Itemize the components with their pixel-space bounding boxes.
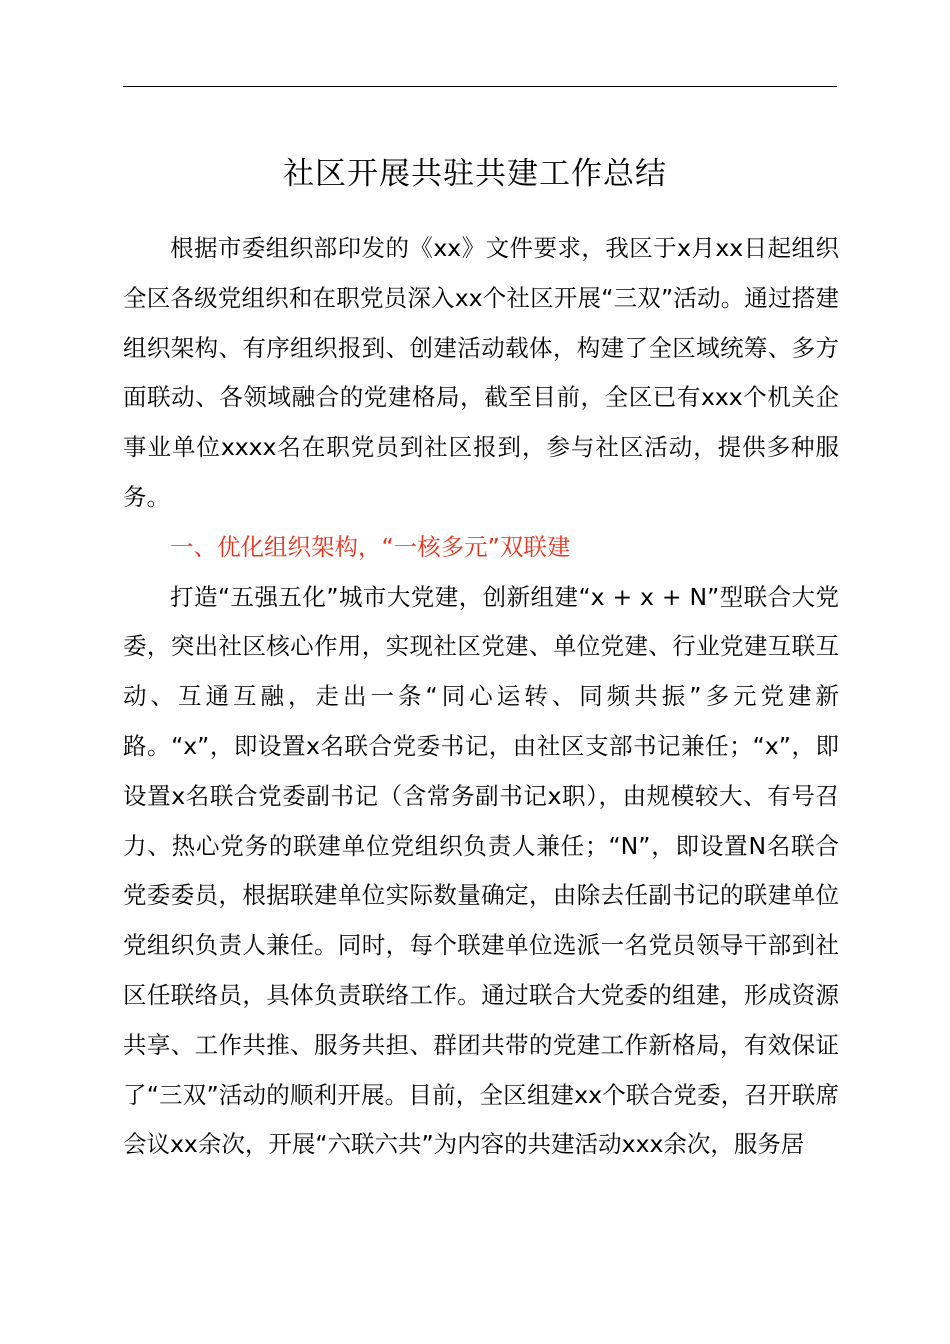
section-heading-1: 一、优化组织架构，“一核多元”双联建 xyxy=(170,532,571,561)
section-1-paragraph: 打造“五强五化”城市大党建，创新组建“x + x + N”型联合大党委，突出社区核心作用，实现社区党建、单位党建、行业党建互联互动、互通互融，走出一条“同心运转、同频共振”多元党建新路。“x”，即设置x名联合党委书记，由社区支部书记兼任；“x”，即设置x名联合党委副书记（含常务副书记x职），由规模较大、有号召力、热心党务的联建单位党组织负责人兼任；“N”，即设置N名联合党委委员，根据联建单位实际数量确定，由除去任副书记的联建单位党组织负责人兼任。同时，每个联建单位选派一名党员领导干部到社区任联络员，具体负责联络工作。通过联合大党委的组建，形成资源共享、工作共推、服务共担、群团共带的党建工作新格局，有效保证了“三双”活动的顺利开展。目前，全区组建xx个联合党委，召开联席会议xx余次，开展“六联六共”为内容的共建活动xxx余次，服务居 xyxy=(123,582,839,1159)
intro-paragraph: 根据市委组织部印发的《xx》文件要求，我区于x月xx日起组织全区各级党组织和在职党员深入xx个社区开展“三双”活动。通过搭建组织架构、有序组织报到、创建活动载体，构建了全区域统筹、多方面联动、各领域融合的党建格局，截至目前，全区已有xxx个机关企事业单位xxxx名在职党员到社区报到，参与社区活动，提供多种服务。 xyxy=(123,234,839,511)
document-title: 社区开展共驻共建工作总结 xyxy=(283,156,667,192)
document-body xyxy=(123,224,839,1170)
header-rule xyxy=(123,86,837,87)
